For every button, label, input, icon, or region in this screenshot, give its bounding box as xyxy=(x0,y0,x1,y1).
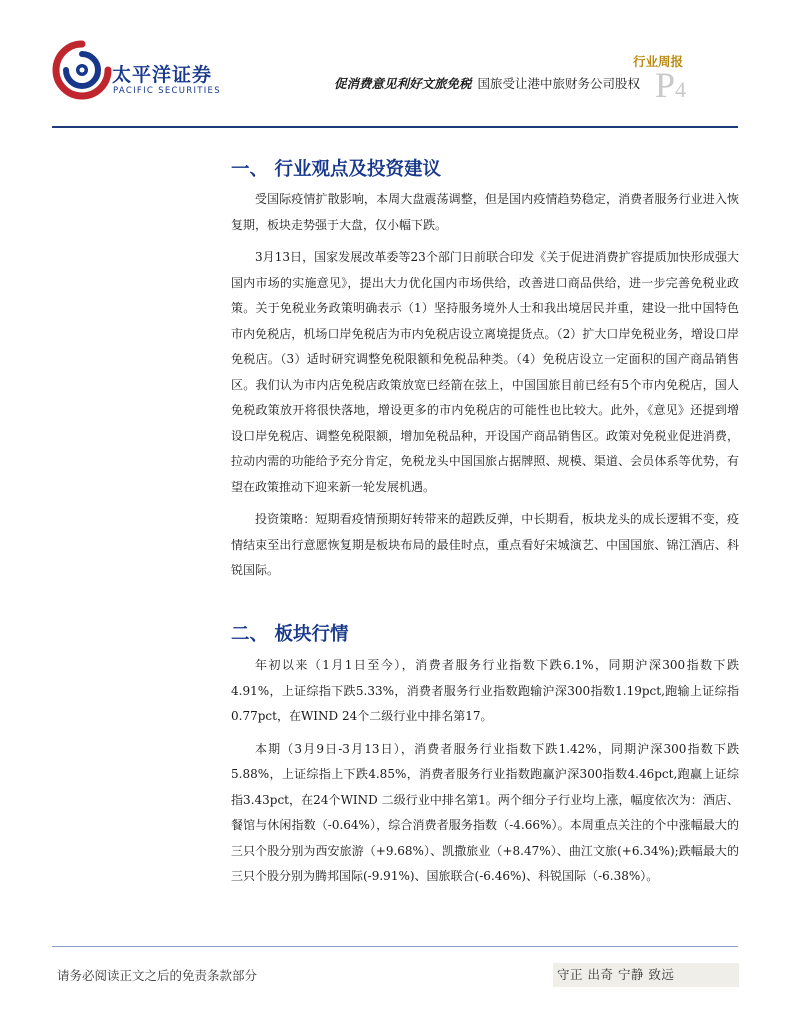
footer-divider xyxy=(52,946,738,947)
section-body-outlook xyxy=(231,187,739,591)
section-heading-outlook: 一、 行业观点及投资建议 xyxy=(231,159,441,180)
header-title-sub: 国旅受让港中旅财务公司股权 xyxy=(477,76,640,91)
paragraph: 3月13日，国家发展改革委等23个部门日前联合印发《关于促进消费扩容提质加快形成强大国内市场的实施意见》，提出大力优化国内市场供给，改善进口商品供给，进一步完善免税业政策。关于免税业务政策明确表示（1）坚持服务境外人士和我出境居民并重，建设一批中国特色市内免税店，机场口岸免税店为市内免税店设立离境提货点。（2）扩大口岸免税业务，增设口岸免税店。（3）适时研究调整免税限额和免税品种类。（4）免税店设立一定面积的国产商品销售区。我们认为市内店免税店政策放宽已经箭在弦上，中国国旅目前已经有5个市内免税店，国人免税政策放开将很快落地，增设更多的市内免税店的可能性也比较大。此外，《意见》还提到增设口岸免税店、调整免税限额，增加免税品种，开设国产商品销售区。政策对免税业促进消费，拉动内需的功能给予充分肯定，免税龙头中国国旅占据牌照、规模、渠道、会员体系等优势，有望在政策推动下迎来新一轮发展机遇。 xyxy=(231,250,739,494)
header-title xyxy=(334,74,640,92)
paragraph: 受国际疫情扩散影响，本周大盘震荡调整，但是国内疫情趋势稳定，消费者服务行业进入恢复期，板块走势强于大盘，仅小幅下跌。 xyxy=(231,192,739,232)
section-heading-market: 二、 板块行情 xyxy=(231,624,349,645)
paragraph: 年初以来（1月1日至今），消费者服务行业指数下跌6.1%，同期沪深300指数下跌4.91%，上证综指下跌5.33%，消费者服务行业指数跑输沪深300指数1.19pct,跑输上证综指0.77pct，在WIND 24个二级行业中排名第17。 xyxy=(231,658,739,723)
header-title-lead: 促消费意见利好文旅免税 xyxy=(333,76,472,91)
pacific-securities-logo-icon xyxy=(52,40,112,100)
paragraph: 投资策略：短期看疫情预期好转带来的超跌反弹，中长期看，板块龙头的成长逻辑不变，疫情结束至出行意愿恢复期是板块布局的最佳时点，重点看好宋城演艺、中国国旅、锦江酒店、科锐国际。 xyxy=(231,512,739,577)
page-letter: P xyxy=(655,65,676,105)
brand-name-en: PACIFIC SECURITIES xyxy=(113,86,221,96)
page-number-value: 4 xyxy=(675,77,687,102)
page-number xyxy=(655,64,686,106)
brand-name-cn: 太平洋证券 xyxy=(112,64,213,86)
footer-disclaimer: 请务必阅读正文之后的免责条款部分 xyxy=(57,968,258,983)
header-divider xyxy=(52,126,738,128)
paragraph: 本期（3月9日-3月13日），消费者服务行业指数下跌1.42%，同期沪深300指数下跌5.88%，上证综指上下跌4.85%，消费者服务行业指数跑赢沪深300指数4.46pct,跑赢上证综指3.43pct，在24个WIND 二级行业中排名第1。两个细分子行业均上涨，幅度依次为：酒店、餐馆与休闲指数（-0.64%），综合消费者服务指数（-4.66%）。本周重点关注的个中涨幅最大的三只个股分别为西安旅游（+9.68%）、凯撒旅业（+8.47%）、曲江文旅(+6.34%);跌幅最大的三只个股分别为腾邦国际(-9.91%)、国旅联合(-6.46%)、科锐国际（-6.38%）。 xyxy=(231,741,739,883)
footer-motto: 守正 出奇 宁静 致远 xyxy=(553,963,739,987)
report-type: 行业周报 xyxy=(632,54,683,69)
section-body-market xyxy=(231,653,739,897)
